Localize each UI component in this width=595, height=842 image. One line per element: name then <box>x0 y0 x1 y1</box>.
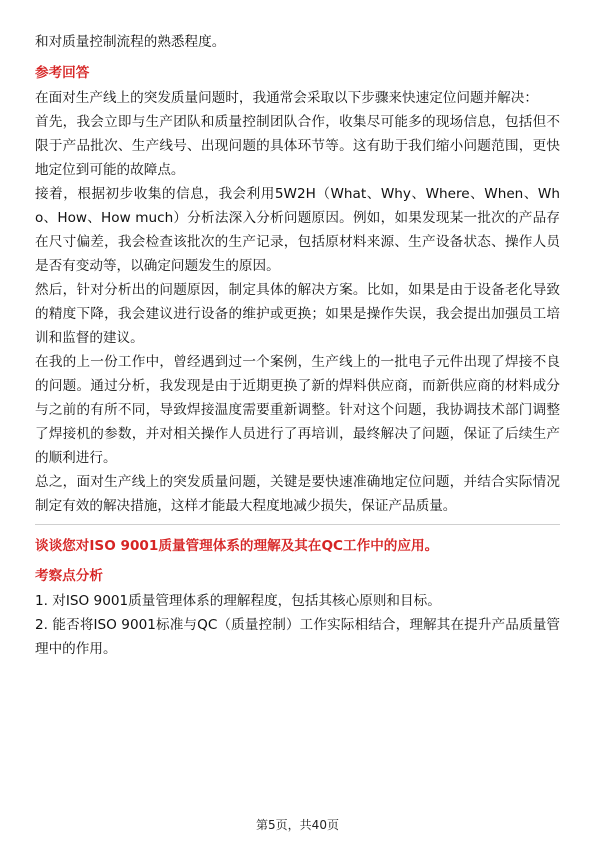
intro-tail-text: 和对质量控制流程的熟悉程度。 <box>35 34 226 50</box>
answer-paragraph: 在面对生产线上的突发质量问题时，我通常会采取以下步骤来快速定位问题并解决： <box>35 90 538 106</box>
question-title: 谈谈您对ISO 9001质量管理体系的理解及其在QC工作中的应用。 <box>35 538 439 554</box>
answer-paragraph: 然后，针对分析出的问题原因，制定具体的解决方案。比如，如果是由于设备老化导致的精度下降，我会建议进行设备的维护或更换；如果是操作失误，我会提出加强员工培训和监督的建议。 <box>35 282 560 346</box>
reference-answer-heading: 参考回答 <box>35 65 90 81</box>
section-divider <box>35 524 560 525</box>
page-footer: 第5页，共40页 <box>256 818 339 832</box>
answer-paragraph: 总之，面对生产线上的突发质量问题，关键是要快速准确地定位问题，并结合实际情况制定有效的解决措施，这样才能最大程度地减少损失，保证产品质量。 <box>35 474 560 514</box>
document-page <box>35 30 560 661</box>
answer-paragraph: 在我的上一份工作中，曾经遇到过一个案例，生产线上的一批电子元件出现了焊接不良的问题。通过分析，我发现是由于近期更换了新的焊料供应商，而新供应商的材料成分与之前的有所不同，导致焊接温度需要重新调整。针对这个问题，我协调技术部门调整了焊接机的参数，并对相关操作人员进行了再培训，最终解决了问题，保证了后续生产的顺利进行。 <box>35 354 560 466</box>
answer-paragraph: 首先，我会立即与生产团队和质量控制团队合作，收集尽可能多的现场信息，包括但不限于产品批次、生产线号、出现问题的具体环节等。这有助于我们缩小问题范围，更快地定位到可能的故障点。 <box>35 114 560 178</box>
analysis-point: 2. 能否将ISO 9001标准与QC（质量控制）工作实际相结合，理解其在提升产品质量管理中的作用。 <box>35 617 560 657</box>
answer-paragraph: 接着，根据初步收集的信息，我会利用5W2H（What、Why、Where、When、Who、How、How much）分析法深入分析问题原因。例如，如果发现某一批次的产品存在尺寸偏差，我会检查该批次的生产记录，包括原材料来源、生产设备状态、操作人员是否有变动等，以确定问题发生的原因。 <box>35 186 560 274</box>
analysis-heading: 考察点分析 <box>35 568 103 584</box>
analysis-point: 1. 对ISO 9001质量管理体系的理解程度，包括其核心原则和目标。 <box>35 593 441 609</box>
